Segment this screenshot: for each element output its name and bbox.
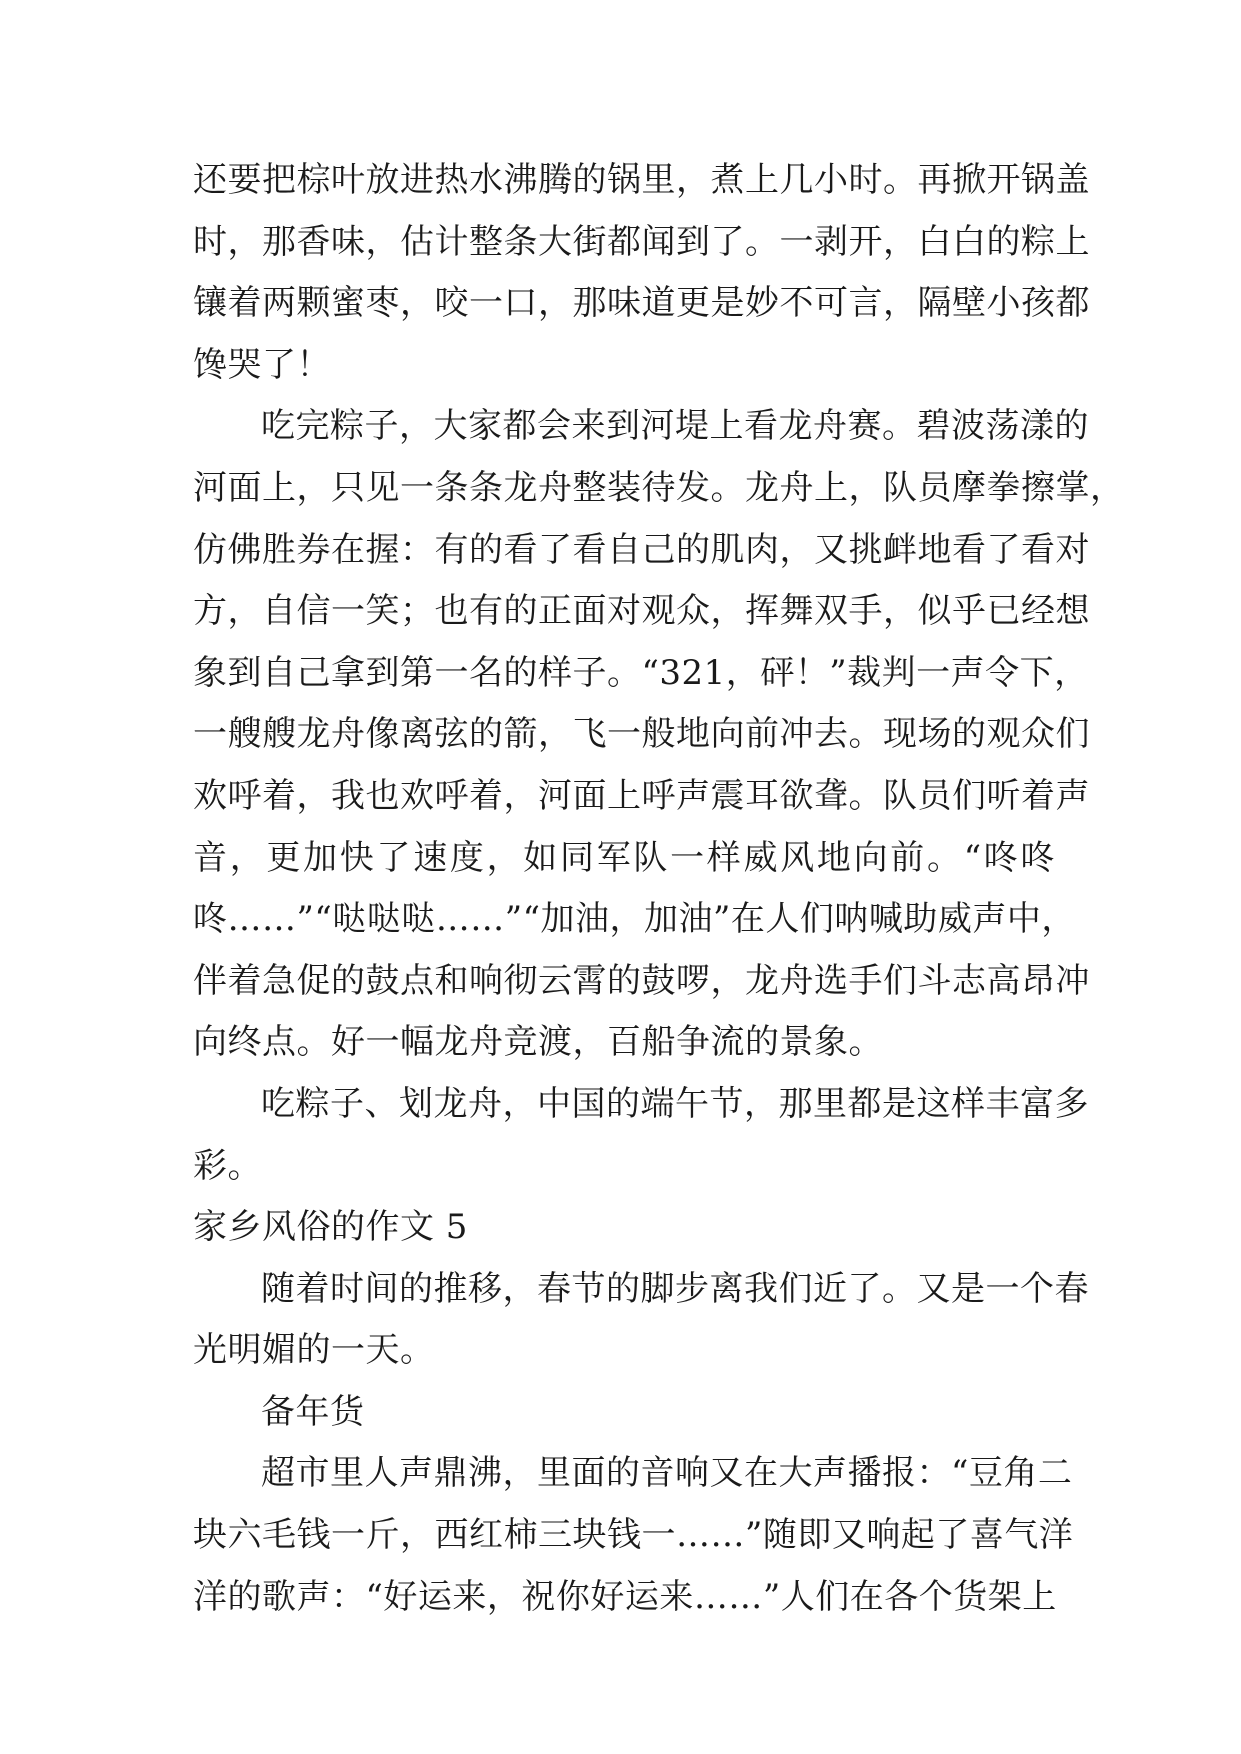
text-line: 吃粽子、划龙舟，中国的端午节，那里都是这样丰富多 [261, 1083, 1089, 1124]
subheading: 备年货 [261, 1391, 365, 1432]
document-page [193, 150, 1125, 1628]
text-line: 吃完粽子，大家都会来到河堤上看龙舟赛。碧波荡漾的 [261, 406, 1089, 447]
text-line: 洋的歌声：“好运来，祝你好运来……”人们在各个货架上 [193, 1576, 1057, 1617]
text-line: 彩。 [193, 1145, 262, 1186]
text-line: 咚……”“哒哒哒……”“加油，加油”在人们呐喊助威声中， [193, 899, 1076, 940]
text-line: 超市里人声鼎沸，里面的音响又在大声播报：“豆角二 [261, 1453, 1073, 1494]
section-title: 家乡风俗的作文 5 [193, 1207, 468, 1248]
text-line: 音，更加快了速度，如同军队一样威风地向前。“咚咚 [193, 837, 1055, 878]
text-line: 块六毛钱一斤，西红柿三块钱一……”随即又响起了喜气洋 [193, 1515, 1074, 1556]
text-line: 仿佛胜券在握：有的看了看自己的肌肉，又挑衅地看了看对 [193, 529, 1090, 570]
text-line: 镶着两颗蜜枣，咬一口，那味道更是妙不可言，隔壁小孩都 [193, 283, 1090, 324]
text-line: 伴着急促的鼓点和响彻云霄的鼓啰，龙舟选手们斗志高昂冲 [193, 960, 1090, 1001]
text-line: 光明媚的一天。 [193, 1330, 435, 1371]
text-line: 向终点。好一幅龙舟竞渡，百船争流的景象。 [193, 1022, 883, 1063]
text-line: 象到自己拿到第一名的样子。“321，砰！”裁判一声令下， [193, 652, 1089, 693]
text-line: 方，自信一笑；也有的正面对观众，挥舞双手，似乎已经想 [193, 591, 1090, 632]
text-line: 时，那香味，估计整条大街都闻到了。一剥开，白白的粽上 [193, 221, 1090, 262]
text-line: 一艘艘龙舟像离弦的箭，飞一般地向前冲去。现场的观众们 [193, 714, 1090, 755]
text-line: 馋哭了！ [193, 344, 331, 385]
text-line: 欢呼着，我也欢呼着，河面上呼声震耳欲聋。队员们听着声 [193, 775, 1090, 816]
text-line: 河面上，只见一条条龙舟整装待发。龙舟上，队员摩拳擦掌， [193, 467, 1125, 508]
text-line: 随着时间的推移，春节的脚步离我们近了。又是一个春 [261, 1268, 1089, 1309]
text-line: 还要把棕叶放进热水沸腾的锅里，煮上几小时。再掀开锅盖 [193, 160, 1090, 200]
